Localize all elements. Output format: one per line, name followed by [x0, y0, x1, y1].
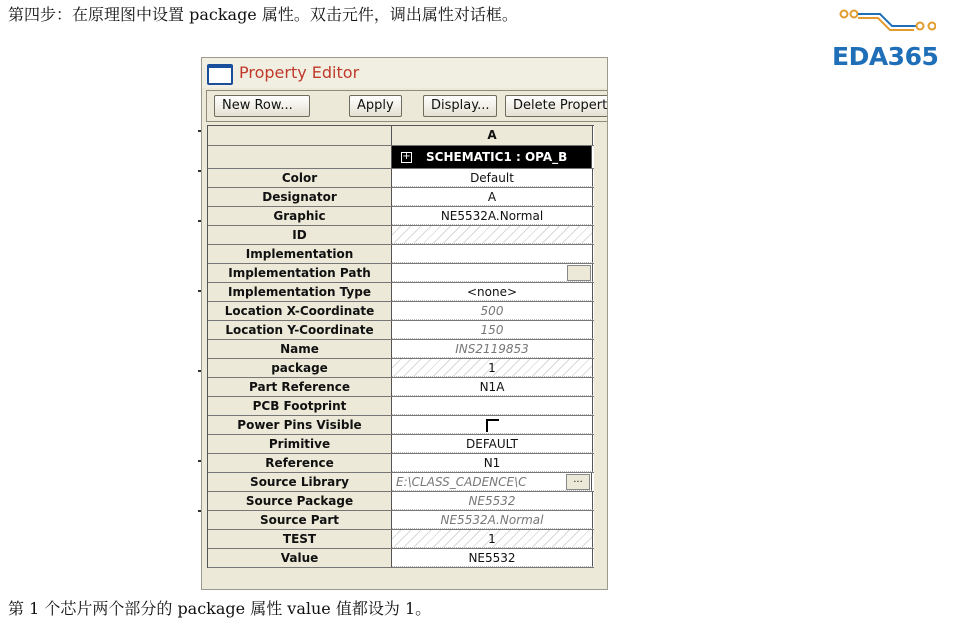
property-row [208, 397, 594, 416]
property-name[interactable]: Primitive [208, 435, 392, 453]
property-row [208, 340, 594, 359]
property-name[interactable]: Graphic [208, 207, 392, 225]
property-value[interactable] [392, 207, 593, 225]
column-header-row [208, 126, 594, 146]
property-value[interactable] [392, 473, 592, 491]
property-name[interactable]: Source Package [208, 492, 392, 510]
property-grid [207, 125, 594, 568]
logo-text: EDA365 [832, 42, 939, 71]
delete-property-button[interactable]: Delete Propert [505, 95, 608, 117]
property-name[interactable]: Value [208, 549, 392, 567]
property-row [208, 511, 594, 530]
display-button[interactable]: Display... [423, 95, 497, 117]
property-value-text: 1 [488, 361, 496, 375]
property-value[interactable] [392, 226, 593, 244]
property-value-text: NE5532 [468, 494, 516, 508]
property-row [208, 530, 594, 549]
property-name[interactable]: Implementation Path [208, 264, 392, 282]
property-value-text: A [487, 190, 497, 204]
note-instruction: 第 1 个芯片两个部分的 package 属性 value 值都设为 1。 [8, 599, 432, 618]
property-name[interactable]: Name [208, 340, 392, 358]
property-value-text: NE5532A.Normal [440, 513, 544, 527]
property-row [208, 359, 594, 378]
property-row [208, 283, 594, 302]
property-value[interactable] [392, 302, 593, 320]
property-value[interactable] [392, 245, 593, 263]
property-name[interactable]: package [208, 359, 392, 377]
property-name[interactable]: Location X-Coordinate [208, 302, 392, 320]
property-name[interactable]: Location Y-Coordinate [208, 321, 392, 339]
property-name[interactable]: Implementation Type [208, 283, 392, 301]
property-value[interactable] [392, 416, 593, 434]
property-value[interactable] [392, 283, 593, 301]
expand-plus-icon[interactable]: + [402, 151, 411, 162]
schematic-row-header [208, 146, 392, 168]
title-bar [202, 58, 607, 88]
property-row [208, 492, 594, 511]
property-value[interactable] [392, 435, 593, 453]
browse-button[interactable] [567, 265, 591, 281]
property-value[interactable] [392, 492, 593, 510]
property-row [208, 245, 594, 264]
property-name[interactable]: TEST [208, 530, 392, 548]
property-row [208, 302, 594, 321]
property-name[interactable]: ID [208, 226, 392, 244]
column-header-a[interactable]: A [392, 126, 593, 145]
property-row [208, 188, 594, 207]
property-value[interactable] [392, 340, 593, 358]
window-title: Property Editor [239, 63, 360, 82]
property-row [208, 226, 594, 245]
property-value[interactable] [392, 321, 593, 339]
property-value-text: N1A [479, 380, 505, 394]
property-value[interactable] [392, 169, 593, 187]
property-name[interactable]: PCB Footprint [208, 397, 392, 415]
schematic-row [208, 146, 594, 169]
property-value[interactable] [392, 264, 593, 282]
schematic-label: SCHEMATIC1 : OPA_B [426, 150, 568, 164]
property-value[interactable] [392, 188, 593, 206]
property-name[interactable]: Source Part [208, 511, 392, 529]
property-value[interactable] [392, 511, 593, 529]
property-name[interactable]: Color [208, 169, 392, 187]
property-value[interactable] [392, 549, 593, 567]
property-value-text: NE5532A.Normal [440, 209, 544, 223]
property-value-text: DEFAULT [466, 437, 518, 451]
property-editor-window [201, 57, 608, 590]
property-value[interactable] [392, 359, 593, 377]
property-row [208, 321, 594, 340]
checkbox-icon[interactable] [486, 419, 499, 432]
property-name[interactable]: Power Pins Visible [208, 416, 392, 434]
property-row [208, 473, 594, 492]
eda365-logo [832, 8, 950, 70]
property-row [208, 169, 594, 188]
property-value-text: 500 [480, 304, 504, 318]
property-row [208, 454, 594, 473]
property-name[interactable]: Part Reference [208, 378, 392, 396]
property-value[interactable] [392, 397, 593, 415]
window-icon [207, 64, 233, 85]
property-value-text: 150 [480, 323, 504, 337]
property-value-text: 1 [488, 532, 496, 546]
property-row [208, 378, 594, 397]
property-value-text: Default [470, 171, 514, 185]
property-value-text: <none> [466, 285, 518, 299]
property-row [208, 549, 594, 568]
new-row-button[interactable]: New Row... [214, 95, 310, 117]
toolbar [206, 90, 608, 122]
property-value[interactable] [392, 454, 593, 472]
property-value-text: INS2119853 [455, 342, 529, 356]
apply-button[interactable]: Apply [349, 95, 402, 117]
property-name[interactable]: Designator [208, 188, 392, 206]
property-value-text: N1 [483, 456, 501, 470]
property-value[interactable] [392, 378, 593, 396]
circuit-icon [836, 8, 936, 38]
property-row [208, 264, 594, 283]
property-value-text: E:\CLASS_CADENCE\C [396, 475, 527, 489]
property-row [208, 207, 594, 226]
property-name[interactable]: Reference [208, 454, 392, 472]
property-value-text: NE5532 [468, 551, 516, 565]
property-name[interactable]: Implementation [208, 245, 392, 263]
property-name[interactable]: Source Library [208, 473, 392, 491]
property-row [208, 416, 594, 435]
schematic-cell[interactable] [392, 146, 592, 168]
corner-cell [208, 126, 392, 145]
property-value[interactable] [392, 530, 593, 548]
browse-button[interactable]: ... [566, 474, 590, 490]
step-instruction: 第四步：在原理图中设置 package 属性。双击元件，调出属性对话框。 [8, 5, 518, 24]
property-row [208, 435, 594, 454]
